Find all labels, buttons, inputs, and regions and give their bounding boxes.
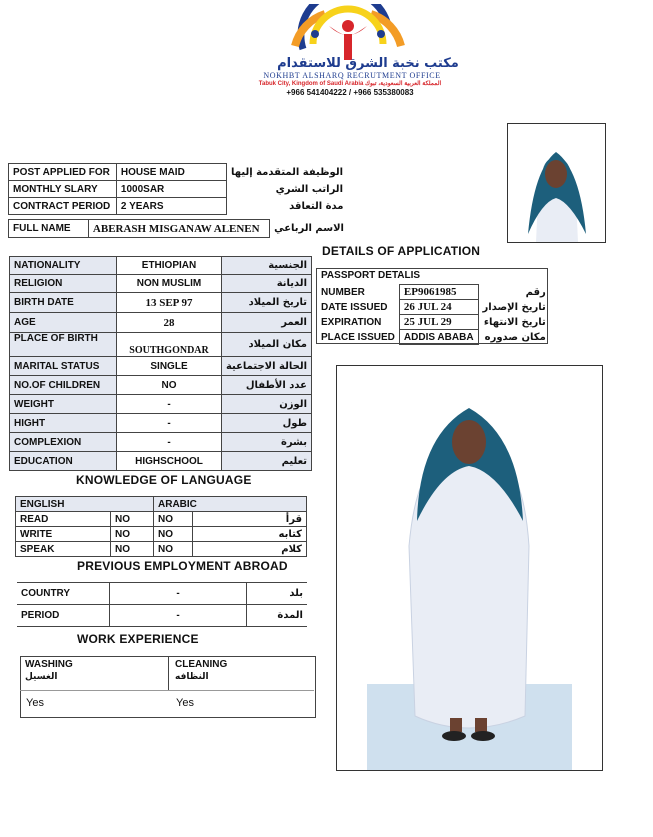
work-title: WORK EXPERIENCE (77, 632, 199, 646)
period-ar: المدة (247, 605, 308, 627)
passport-expiry-ar: تاريخ الانتهاء (483, 316, 546, 328)
language-english-header: ENGLISH (16, 497, 154, 512)
education-label: EDUCATION (10, 452, 117, 471)
speak-arabic: NO (154, 542, 193, 557)
birth-place-ar: مكان الميلاد (221, 333, 311, 357)
read-english: NO (111, 512, 154, 527)
full-name-value: ABERASH MISGANAW ALENEN (88, 220, 269, 238)
marital-value: SINGLE (117, 357, 222, 376)
passport-place-ar: مكان صدوره (484, 331, 546, 343)
religion-value: NON MUSLIM (117, 275, 222, 293)
write-ar: كتابه (193, 527, 307, 542)
work-divider (20, 690, 314, 691)
passport-issued-ar: تاريخ الإصدار (482, 301, 546, 313)
company-english-name: NOKHBT ALSHARQ RECRUTMENT OFFICE (263, 71, 441, 80)
language-title: KNOWLEDGE OF LANGUAGE (76, 473, 252, 487)
nationality-label: NATIONALITY (10, 257, 117, 275)
cleaning-ar: النظافه (175, 672, 209, 682)
passport-place-value: ADDIS ABABA (399, 330, 478, 345)
birth-date-value: 13 SEP 97 (117, 293, 222, 313)
height-ar: طول (221, 414, 311, 433)
company-arabic-name: مكتب نخبة الشرق للاستقدام (277, 56, 459, 71)
birth-place-value: SOUTHGONDAR (117, 333, 222, 357)
speak-ar: كلام (193, 542, 307, 557)
salary-ar: الراتب الشري (275, 183, 343, 195)
contract-label: CONTRACT PERIOD (9, 198, 117, 215)
personal-table (9, 256, 312, 471)
children-label: NO.OF CHILDREN (10, 376, 117, 395)
passport-number-ar: رقم (525, 286, 546, 298)
marital-ar: الحالة الاجتماعية (221, 357, 311, 376)
complexion-label: COMPLEXION (10, 433, 117, 452)
portrait-photo (507, 123, 606, 243)
education-value: HIGHSCHOOL (117, 452, 222, 471)
speak-label: SPEAK (16, 542, 111, 557)
birth-date-label: BIRTH DATE (10, 293, 117, 313)
height-value: - (117, 414, 222, 433)
full-body-photo (336, 365, 603, 771)
cleaning-value: Yes (176, 697, 194, 709)
language-table (15, 496, 307, 557)
age-value: 28 (117, 313, 222, 333)
company-location: Tabuk City, Kingdom of Saudi Arabia المملكة العربية السعودية، تبوك (258, 81, 442, 87)
contract-ar: مدة التعاقد (289, 200, 344, 212)
country-ar: بلد (247, 583, 308, 605)
applied-table (8, 163, 348, 215)
full-name-label: FULL NAME (9, 220, 89, 238)
write-english: NO (111, 527, 154, 542)
passport-table (317, 284, 550, 345)
passport-issued-value: 26 JUL 24 (399, 300, 478, 315)
write-arabic: NO (154, 527, 193, 542)
period-label: PERIOD (17, 605, 110, 627)
period-value: - (110, 605, 247, 627)
details-title: DETAILS OF APPLICATION (322, 244, 481, 258)
language-arabic-header: ARABIC (154, 497, 307, 512)
country-label: COUNTRY (17, 583, 110, 605)
work-col-divider (168, 656, 169, 690)
age-label: AGE (10, 313, 117, 333)
religion-label: RELIGION (10, 275, 117, 293)
passport-issued-label: DATE ISSUED (321, 301, 388, 313)
passport-expiry-value: 25 JUL 29 (399, 315, 478, 330)
speak-english: NO (111, 542, 154, 557)
read-label: READ (16, 512, 111, 527)
company-phones: +966 541404222 / +966 535380083 (286, 88, 414, 97)
full-name-ar: الاسم الرباعي (274, 223, 344, 234)
children-value: NO (117, 376, 222, 395)
birth-date-ar: تاريخ الميلاد (221, 293, 311, 313)
post-value: HOUSE MAID (116, 164, 226, 181)
passport-title: PASSPORT DETALIS (321, 270, 421, 281)
salary-value: 1000SAR (116, 181, 226, 198)
complexion-ar: بشرة (221, 433, 311, 452)
religion-ar: الديانة (221, 275, 311, 293)
post-ar: الوظيفة المتقدمة إليها (231, 166, 343, 178)
passport-number-value: EP9061985 (399, 285, 478, 300)
children-ar: عدد الأطفال (221, 376, 311, 395)
passport-expiry-label: EXPIRATION (321, 316, 382, 328)
passport-number-label: NUMBER (321, 286, 365, 298)
birth-place-label: PLACE OF BIRTH (10, 333, 117, 357)
marital-label: MARITAL STATUS (10, 357, 117, 376)
nationality-value: ETHIOPIAN (117, 257, 222, 275)
read-ar: قرأ (193, 512, 307, 527)
washing-ar: الغسيل (25, 672, 58, 682)
full-name-row (8, 219, 348, 238)
cleaning-label: CLEANING (175, 659, 228, 670)
complexion-value: - (117, 433, 222, 452)
washing-value: Yes (26, 697, 44, 709)
nationality-ar: الجنسية (221, 257, 311, 275)
post-label: POST APPLIED FOR (9, 164, 117, 181)
country-value: - (110, 583, 247, 605)
read-arabic: NO (154, 512, 193, 527)
passport-place-label: PLACE ISSUED (321, 331, 395, 343)
contract-value: 2 YEARS (116, 198, 226, 215)
age-ar: العمر (221, 313, 311, 333)
weight-ar: الوزن (221, 395, 311, 414)
salary-label: MONTHLY SLARY (9, 181, 117, 198)
weight-value: - (117, 395, 222, 414)
weight-label: WEIGHT (10, 395, 117, 414)
previous-table (17, 582, 307, 627)
height-label: HIGHT (10, 414, 117, 433)
washing-label: WASHING (25, 659, 73, 670)
previous-title: PREVIOUS EMPLOYMENT ABROAD (77, 559, 288, 573)
education-ar: تعليم (221, 452, 311, 471)
write-label: WRITE (16, 527, 111, 542)
